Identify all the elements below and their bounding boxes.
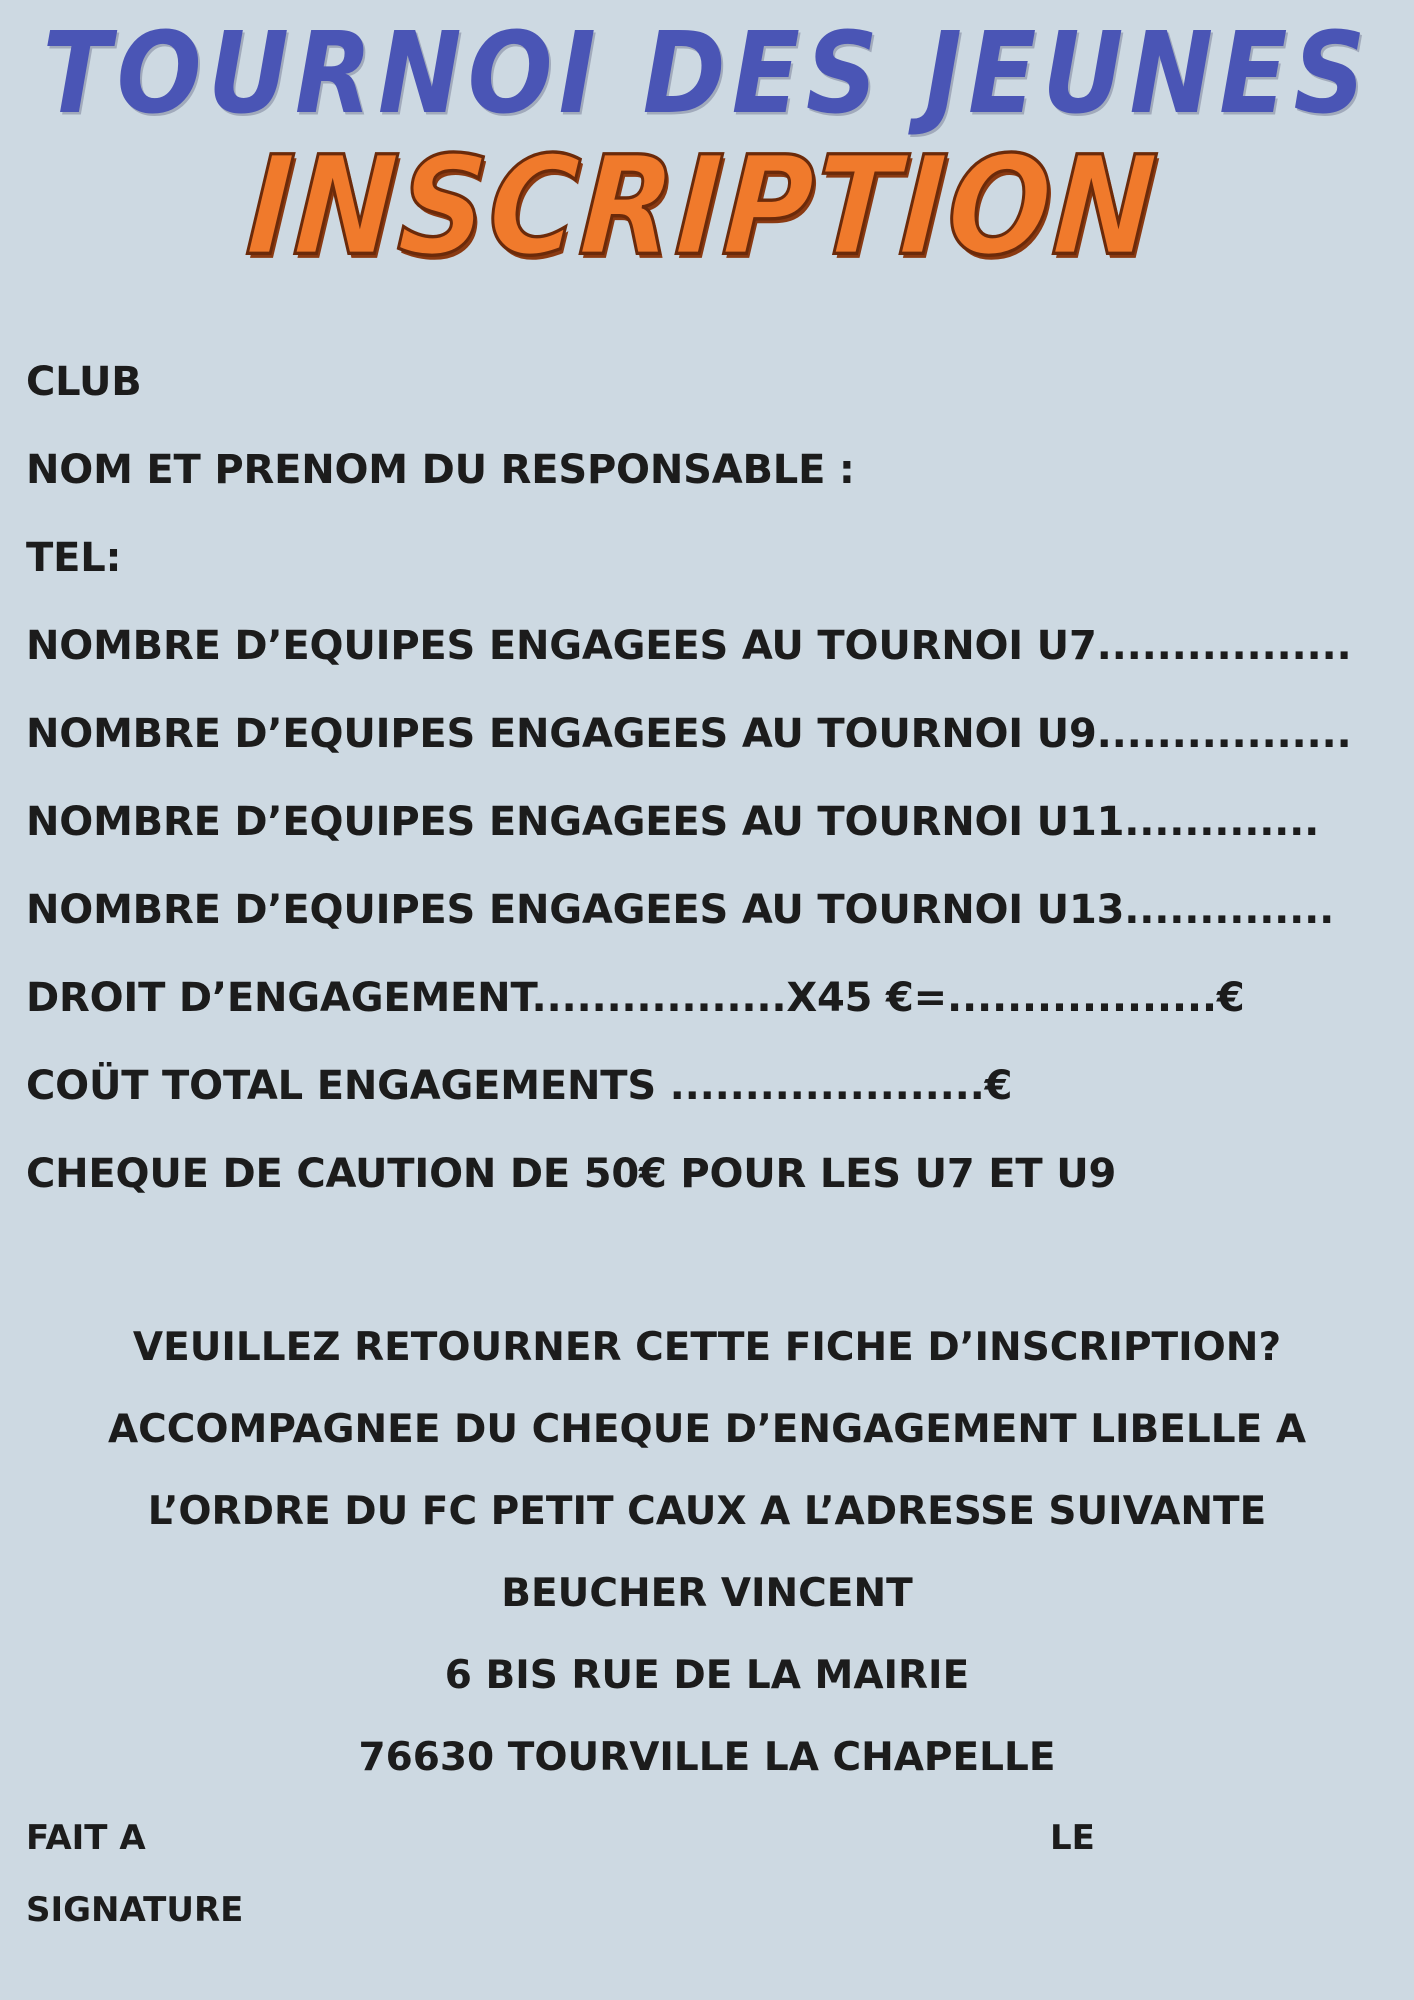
field-entry-fee: DROIT D’ENGAGEMENT.................X45 €=..................€ [26,975,1245,1021]
instruction-line: VEUILLEZ RETOURNER CETTE FICHE D’INSCRIPTION? [132,1325,1282,1370]
return-instructions [0,1322,1414,1814]
place-label: FAIT A [26,1818,146,1858]
form-fields [26,358,1406,1238]
field-total-cost: COÜT TOTAL ENGAGEMENTS .....................€ [26,1063,1013,1109]
field-club: CLUB [26,359,142,405]
instruction-line: L’ORDRE DU FC PETIT CAUX A L’ADRESSE SUIVANTE [147,1489,1267,1534]
page-title: TOURNOI DES JEUNES [42,7,1372,139]
recipient-street: 6 BIS RUE DE LA MAIRIE [444,1653,970,1698]
recipient-city: 76630 TOURVILLE LA CHAPELLE [358,1735,1056,1780]
recipient-name: BEUCHER VINCENT [501,1571,913,1616]
instruction-line: ACCOMPAGNEE DU CHEQUE D’ENGAGEMENT LIBELLE A [107,1407,1307,1452]
signature-label: SIGNATURE [26,1890,244,1930]
field-teams-u11: NOMBRE D’EQUIPES ENGAGEES AU TOURNOI U11............. [26,799,1320,845]
field-phone: TEL: [26,535,122,581]
field-teams-u7: NOMBRE D’EQUIPES ENGAGEES AU TOURNOI U7................. [26,623,1352,669]
field-teams-u9: NOMBRE D’EQUIPES ENGAGEES AU TOURNOI U9................. [26,711,1352,757]
field-deposit-check: CHEQUE DE CAUTION DE 50€ POUR LES U7 ET U9 [26,1151,1117,1197]
date-label: LE [1050,1818,1095,1858]
field-teams-u13: NOMBRE D’EQUIPES ENGAGEES AU TOURNOI U13.............. [26,887,1335,933]
field-responsible-name: NOM ET PRENOM DU RESPONSABLE : [26,447,855,493]
page-subtitle: INSCRIPTION [242,126,1163,286]
